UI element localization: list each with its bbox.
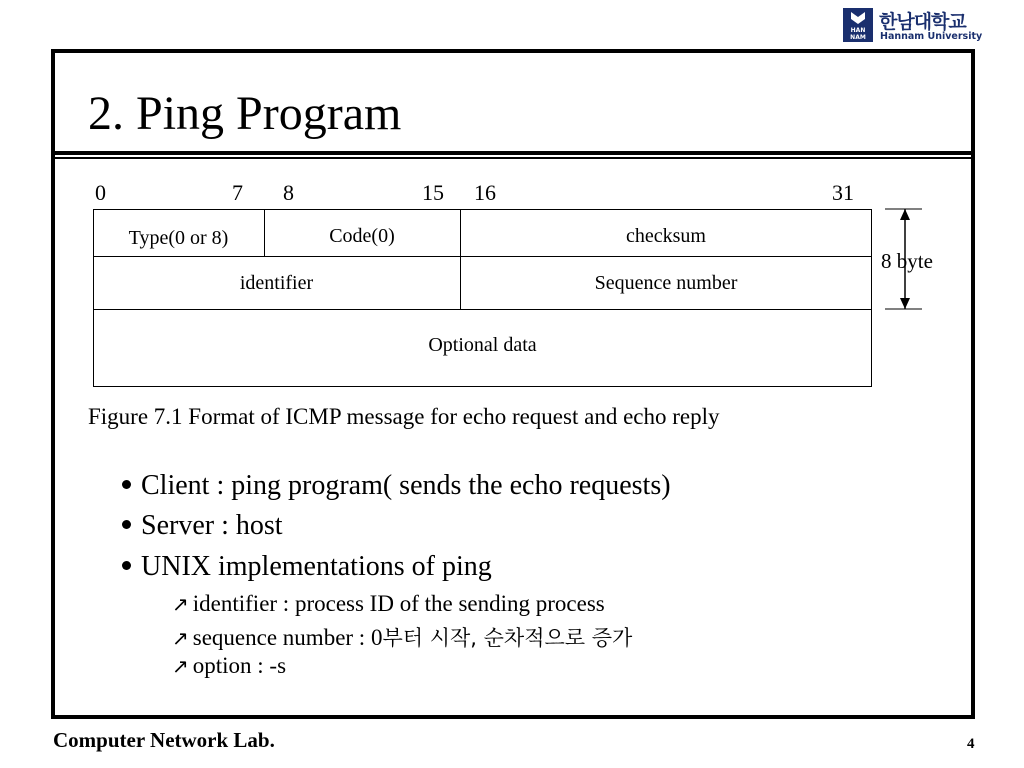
bullet-server-text: Server : host [141, 510, 283, 541]
arrow-up-right-icon: ↗ [172, 654, 189, 678]
sub-option-text: option : -s [192, 653, 287, 678]
bullet-unix-text: UNIX implementations of ping [141, 551, 492, 582]
bit-label-7: 7 [232, 180, 243, 205]
svg-text:NAM: NAM [850, 34, 866, 41]
title-rule-thick [55, 151, 971, 155]
field-type: Type(0 or 8) [128, 227, 229, 249]
sub-bullet-identifier [172, 591, 605, 617]
bullet-unix [122, 551, 492, 583]
sub-bullet-option [172, 653, 286, 679]
slide-title: 2. Ping Program [88, 87, 402, 140]
field-checksum: checksum [626, 225, 706, 247]
figure-caption: Figure 7.1 Format of ICMP message for echo request and echo reply [88, 404, 720, 429]
sub-bullet-sequence [172, 622, 632, 652]
row-divider-1 [93, 256, 872, 257]
title-rule-thin [55, 157, 971, 159]
field-code: Code(0) [329, 225, 395, 247]
svg-text:HAN: HAN [850, 27, 866, 34]
logo-korean-name: 한남대학교 [879, 11, 966, 33]
logo-emblem-icon [843, 8, 873, 42]
sub-sequence-korean: 부터 시작, 순차적으로 증가 [382, 626, 633, 650]
logo-english-name: Hannam University [880, 31, 983, 42]
sub-identifier-text: identifier : process ID of the sending process [192, 591, 605, 616]
size-label: 8 byte [881, 249, 933, 273]
field-identifier: identifier [239, 272, 314, 294]
university-logo [843, 6, 983, 46]
sub-sequence-text: sequence number : 0 [192, 625, 383, 650]
bullet-dot-icon [122, 561, 131, 570]
bullet-client-text: Client : ping program( sends the echo requests) [141, 470, 671, 501]
bullet-dot-icon [122, 480, 131, 489]
bit-label-0: 0 [95, 180, 106, 205]
bit-label-31: 31 [832, 180, 854, 205]
bit-label-15: 15 [422, 180, 444, 205]
bullet-dot-icon [122, 520, 131, 529]
row-divider-2 [93, 309, 872, 310]
arrow-up-right-icon: ↗ [172, 592, 189, 616]
bit-label-16: 16 [474, 180, 496, 205]
field-sequence-number: Sequence number [594, 272, 738, 294]
bullet-client [122, 470, 671, 502]
bit-label-8: 8 [283, 180, 294, 205]
bullet-server [122, 510, 283, 542]
arrow-up-right-icon: ↗ [172, 626, 189, 650]
footer-lab-name: Computer Network Lab. [53, 728, 275, 752]
page-number: 4 [967, 736, 975, 752]
field-optional-data: Optional data [428, 334, 537, 356]
